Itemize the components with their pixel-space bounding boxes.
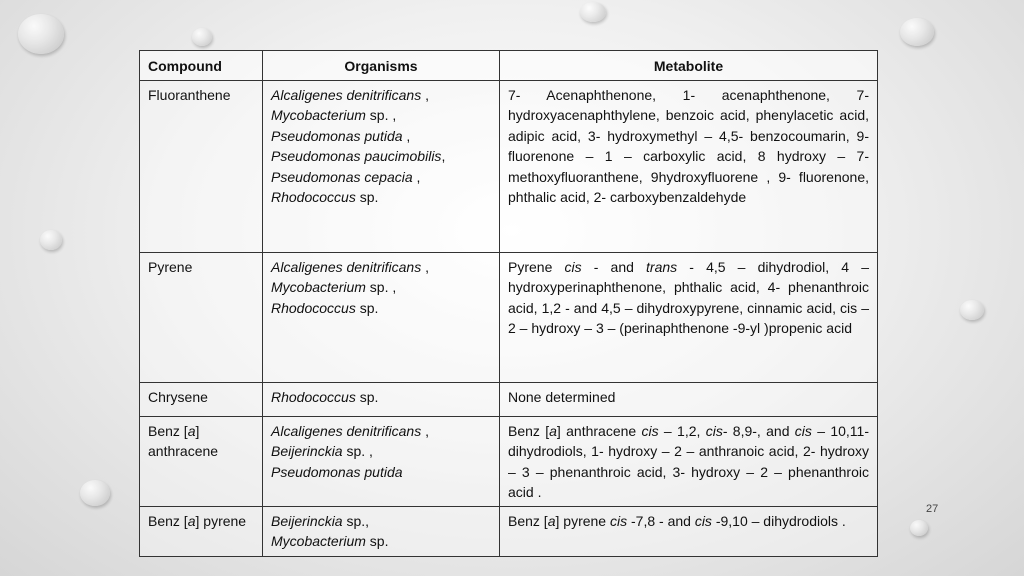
water-drop-decoration [900,18,934,46]
header-organisms: Organisms [263,51,500,81]
italic-term: cis [641,422,659,439]
water-drop-decoration [910,520,928,536]
water-drop-decoration [40,230,62,250]
organism-name: Beijerinckia sp., [271,512,370,529]
header-compound: Compound [140,51,263,81]
table-row [140,252,878,382]
water-drop-decoration [960,300,984,320]
organism-name: Pseudomonas paucimobilis, [271,148,446,164]
organisms-cell [263,506,500,556]
organisms-cell [263,252,500,382]
organism-name: Alcaligenes denitrificans , [271,422,429,439]
pah-metabolite-table [139,50,878,557]
italic-term: cis [564,258,582,275]
organisms-cell [263,382,500,416]
metabolite-cell: Pyrene cis - and trans - 4,5 – dihydrodiol, 4 – hydroxyperinaphthenone, phthalic acid, 4- phenanthroic acid, 1,2 - and 4,5 – dihydroxypyrene, cinnamic acid, cis – 2 – hydroxy – 3 – (perinaphthenone -9-yl )propenic acid [500,252,878,382]
water-drop-decoration [192,28,212,46]
compound-cell: Fluoranthene [140,80,263,252]
italic-term: cis [705,422,723,439]
metabolite-cell: 7- Acenaphthenone, 1- acenaphthenone, 7- hydroxyacenaphthylene, benzoic acid, phenylacetic acid, adipic acid, 3- hydroxymethyl – 4,5- benzocoumarin, 9- fluorenone – 1 – carboxylic acid, 8 hydroxy – 7- methoxyfluoranthene, 9hydroxyfluorene , 9- fluorenone, phthalic acid, 2- carboxybenzaldehyde [500,80,878,252]
organism-name: Rhodococcus sp. [271,189,379,205]
metabolite-cell: None determined [500,382,878,416]
water-drop-decoration [80,480,110,506]
organism-name: Mycobacterium sp. , [271,107,397,123]
table-row [140,80,878,252]
page-number: 27 [926,503,939,515]
italic-term: a [547,512,556,529]
organism-name: Mycobacterium sp. , [271,279,397,295]
organism-name: Pseudomonas putida [271,463,403,480]
organisms-cell [263,416,500,506]
organism-name: Pseudomonas putida , [271,127,411,144]
organism-name: Beijerinckia sp. , [271,443,373,459]
italic-term: a [549,422,557,439]
table-row [140,382,878,416]
organisms-cell [263,80,500,252]
organism-name: Mycobacterium sp. [271,533,389,549]
compound-cell: Benz [a] anthracene [140,416,263,506]
italic-term: a [187,512,196,529]
compound-cell: Pyrene [140,252,263,382]
organism-name: Pseudomonas cepacia , [271,168,421,185]
organism-name: Alcaligenes denitrificans , [271,258,429,275]
italic-term: cis [694,512,712,529]
metabolite-cell: Benz [a] pyrene cis -7,8 - and cis -9,10 – dihydrodiols . [500,506,878,556]
compound-cell: Chrysene [140,382,263,416]
italic-term: a [187,422,196,439]
italic-term: cis [794,422,812,439]
header-metabolite: Metabolite [500,51,878,81]
italic-term: cis [609,512,628,529]
organism-name: Rhodococcus sp. [271,388,379,405]
table-header-row [140,51,878,81]
table-row [140,416,878,506]
organism-name: Alcaligenes denitrificans , [271,86,429,103]
water-drop-decoration [18,14,64,54]
table-row [140,506,878,556]
organism-name: Rhodococcus sp. [271,299,379,316]
water-drop-decoration [580,2,606,22]
data-table-container [139,50,877,554]
metabolite-cell: Benz [a] anthracene cis – 1,2, cis- 8,9-, and cis – 10,11- dihydrodiols, 1- hydroxy – 2 – anthranoic acid, 2- hydroxy – 3 – phenanthroic acid, 3- hydroxy – 2 – phenanthroic acid . [500,416,878,506]
compound-cell: Benz [a] pyrene [140,506,263,556]
italic-term: trans [646,258,678,275]
